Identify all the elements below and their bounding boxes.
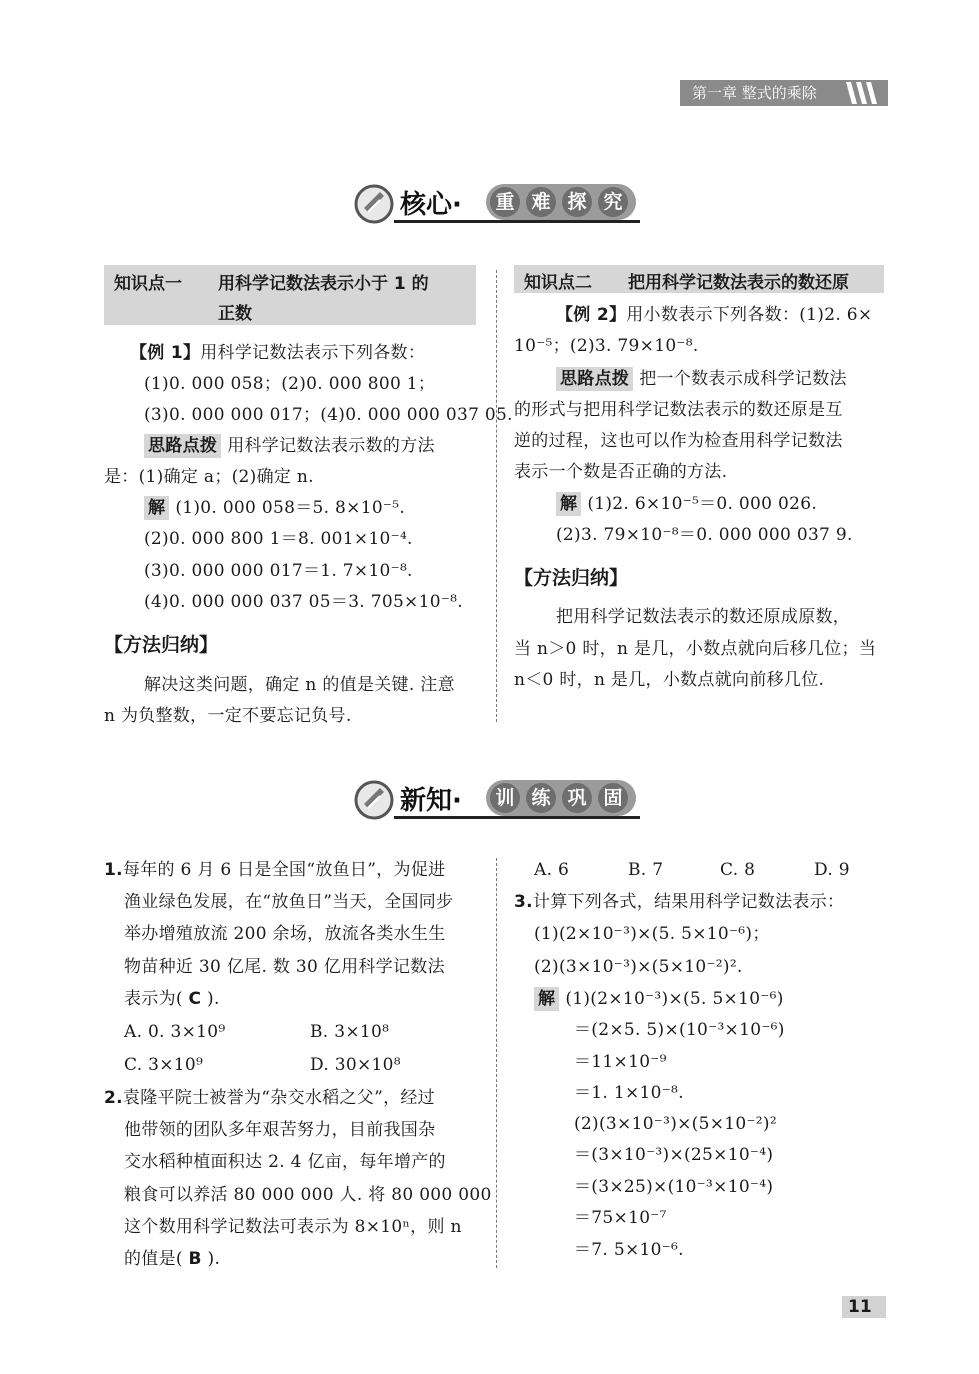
option-b: B. 7 [628, 860, 664, 880]
example-line: (1)0. 000 058；(2)0. 000 800 1； [144, 374, 436, 394]
bubble-char: 巩 [562, 783, 592, 813]
option-a: A. 6 [534, 860, 570, 880]
stripes-decoration [844, 80, 884, 106]
question-2 [104, 1086, 435, 1110]
option-d: D. 30×10⁸ [310, 1055, 401, 1075]
solution-line: ＝(2×5. 5)×(10⁻³×10⁻⁶) [574, 1020, 785, 1040]
method-title: 【方法归纳】 [104, 634, 219, 656]
question-number: 3. [514, 892, 533, 912]
option-c: C. 8 [720, 860, 756, 880]
section-title-core [350, 178, 640, 226]
bubble-char: 究 [598, 187, 628, 217]
solution-line: ＝75×10⁻⁷ [574, 1208, 667, 1228]
question-text: ). [201, 1249, 221, 1269]
option-c: C. 3×10⁹ [124, 1055, 204, 1075]
question-1 [104, 858, 445, 882]
question-line: 举办增殖放流 200 余场，放流各类水生生 [124, 924, 446, 944]
question-text: 表示为( [124, 989, 189, 1009]
bubble-char: 探 [562, 187, 592, 217]
method-line: n 为负整数，一定不要忘记负号. [104, 706, 352, 726]
solution-line: ＝7. 5×10⁻⁶. [574, 1240, 684, 1260]
option-d: D. 9 [814, 860, 850, 880]
bubble-char: 重 [490, 187, 520, 217]
kp-title-line2: 正数 [218, 304, 252, 324]
question-line: 粮食可以养活 80 000 000 人. 将 80 000 000 [124, 1185, 492, 1205]
column-divider [496, 858, 497, 1268]
solution-text: (1)(2×10⁻³)×(5. 5×10⁻⁶) [565, 989, 784, 1009]
question-part: (1)(2×10⁻³)×(5. 5×10⁻⁶)； [534, 924, 770, 944]
question-number: 1. [104, 860, 123, 880]
kp-title: 把用科学记数法表示的数还原 [628, 273, 849, 293]
section-title-practice [350, 774, 640, 822]
page-number [842, 1296, 886, 1318]
question-line [124, 1247, 220, 1271]
hint-text: 用科学记数法表示数的方法 [227, 436, 435, 456]
solution-line [534, 987, 784, 1011]
option-a: A. 0. 3×10⁹ [124, 1022, 226, 1042]
question-text: 每年的 6 月 6 日是全国“放鱼日”，为促进 [122, 860, 446, 880]
method-title: 【方法归纳】 [514, 567, 629, 589]
question-3 [514, 890, 844, 914]
example-tag: 【例 2】 [556, 305, 627, 325]
solution-line: (2)0. 000 800 1＝8. 001×10⁻⁴. [144, 529, 413, 549]
column-divider [496, 270, 497, 722]
answer: B [188, 1249, 202, 1269]
knowledge-point-2 [514, 265, 884, 293]
kp-label: 知识点二 [524, 273, 592, 293]
solution-text: (1)2. 6×10⁻⁵＝0. 000 026. [587, 494, 818, 514]
solution-text: (1)0. 000 058＝5. 8×10⁻⁵. [175, 498, 406, 518]
section-underline [394, 220, 640, 223]
method-line: 解决这类问题，确定 n 的值是关键. 注意 [144, 675, 455, 695]
section-main-text: 核心· [400, 190, 462, 220]
question-text: 的值是( [124, 1249, 189, 1269]
solution-line [556, 492, 817, 516]
question-text: 计算下列各式，结果用科学记数法表示： [532, 892, 845, 912]
example-text: 用小数表示下列各数：(1)2. 6× [626, 305, 873, 325]
hint-text: 把一个数表示成科学记数法 [639, 369, 847, 389]
example-line: (3)0. 000 000 017；(4)0. 000 000 037 05. [144, 405, 513, 425]
section-main-text: 新知· [400, 786, 462, 816]
section-bubbles [486, 780, 636, 816]
answer: C [188, 989, 202, 1009]
solution-line: (3)0. 000 000 017＝1. 7×10⁻⁸. [144, 561, 413, 581]
section-underline [394, 816, 640, 819]
hint-line [556, 367, 847, 391]
hint-tag: 思路点拨 [556, 367, 633, 391]
question-line: 渔业绿色发展，在“放鱼日”当天，全国同步 [124, 892, 454, 912]
solution-line: (2)(3×10⁻³)×(5×10⁻²)² [574, 1114, 777, 1134]
example-line: 10⁻⁵；(2)3. 79×10⁻⁸. [514, 336, 699, 356]
question-line [124, 987, 220, 1011]
solution-tag: 解 [534, 987, 559, 1011]
method-line: 当 n＞0 时，n 是几，小数点就向后移几位；当 [514, 639, 877, 659]
chapter-header [680, 80, 888, 106]
hint-line: 是：(1)确定 a；(2)确定 n. [104, 467, 314, 487]
example-2 [556, 303, 872, 327]
hint-tag: 思路点拨 [144, 434, 221, 458]
example-tag: 【例 1】 [130, 343, 201, 363]
example-text: 用科学记数法表示下列各数： [200, 343, 426, 363]
question-line: 这个数用科学记数法可表示为 8×10ⁿ，则 n [124, 1217, 462, 1237]
pen-badge-icon [350, 774, 398, 822]
question-text: 袁隆平院士被誉为“杂交水稻之父”，经过 [122, 1088, 435, 1108]
solution-tag: 解 [144, 496, 169, 520]
question-line: 物苗种近 30 亿尾. 数 30 亿用科学记数法 [124, 957, 445, 977]
bubble-char: 难 [526, 187, 556, 217]
question-part: (2)(3×10⁻³)×(5×10⁻²)². [534, 957, 743, 977]
section-bubbles [486, 184, 636, 220]
solution-line: ＝11×10⁻⁹ [574, 1052, 667, 1072]
solution-line: ＝1. 1×10⁻⁸. [574, 1083, 684, 1103]
solution-tag: 解 [556, 492, 581, 516]
bubble-char: 练 [526, 783, 556, 813]
question-number: 2. [104, 1088, 123, 1108]
page-number-text: 11 [848, 1297, 872, 1317]
hint-line: 逆的过程，这也可以作为检查用科学记数法 [514, 431, 843, 451]
hint-line: 表示一个数是否正确的方法. [514, 462, 728, 482]
method-line: 把用科学记数法表示的数还原成原数， [556, 607, 851, 627]
pen-badge-icon [350, 178, 398, 226]
bubble-char: 训 [490, 783, 520, 813]
question-line: 交水稻种植面积达 2. 4 亿亩，每年增产的 [124, 1152, 446, 1172]
knowledge-point-1 [104, 265, 476, 325]
kp-label: 知识点一 [114, 274, 182, 294]
solution-line: (4)0. 000 000 037 05＝3. 705×10⁻⁸. [144, 592, 463, 612]
method-line: n＜0 时，n 是几，小数点就向前移几位. [514, 670, 825, 690]
hint-line [144, 434, 435, 458]
question-text: ). [201, 989, 220, 1009]
example-1 [130, 341, 425, 365]
question-line: 他带领的团队多年艰苦努力，目前我国杂 [124, 1120, 436, 1140]
solution-line: ＝(3×10⁻³)×(25×10⁻⁴) [574, 1145, 774, 1165]
bubble-char: 固 [598, 783, 628, 813]
option-b: B. 3×10⁸ [310, 1022, 390, 1042]
solution-line: (2)3. 79×10⁻⁸＝0. 000 000 037 9. [556, 525, 853, 545]
hint-line: 的形式与把用科学记数法表示的数还原是互 [514, 400, 843, 420]
solution-line [144, 496, 405, 520]
solution-line: ＝(3×25)×(10⁻³×10⁻⁴) [574, 1177, 774, 1197]
kp-title-line1: 用科学记数法表示小于 1 的 [218, 274, 429, 294]
chapter-title: 第一章 整式的乘除 [692, 84, 817, 102]
